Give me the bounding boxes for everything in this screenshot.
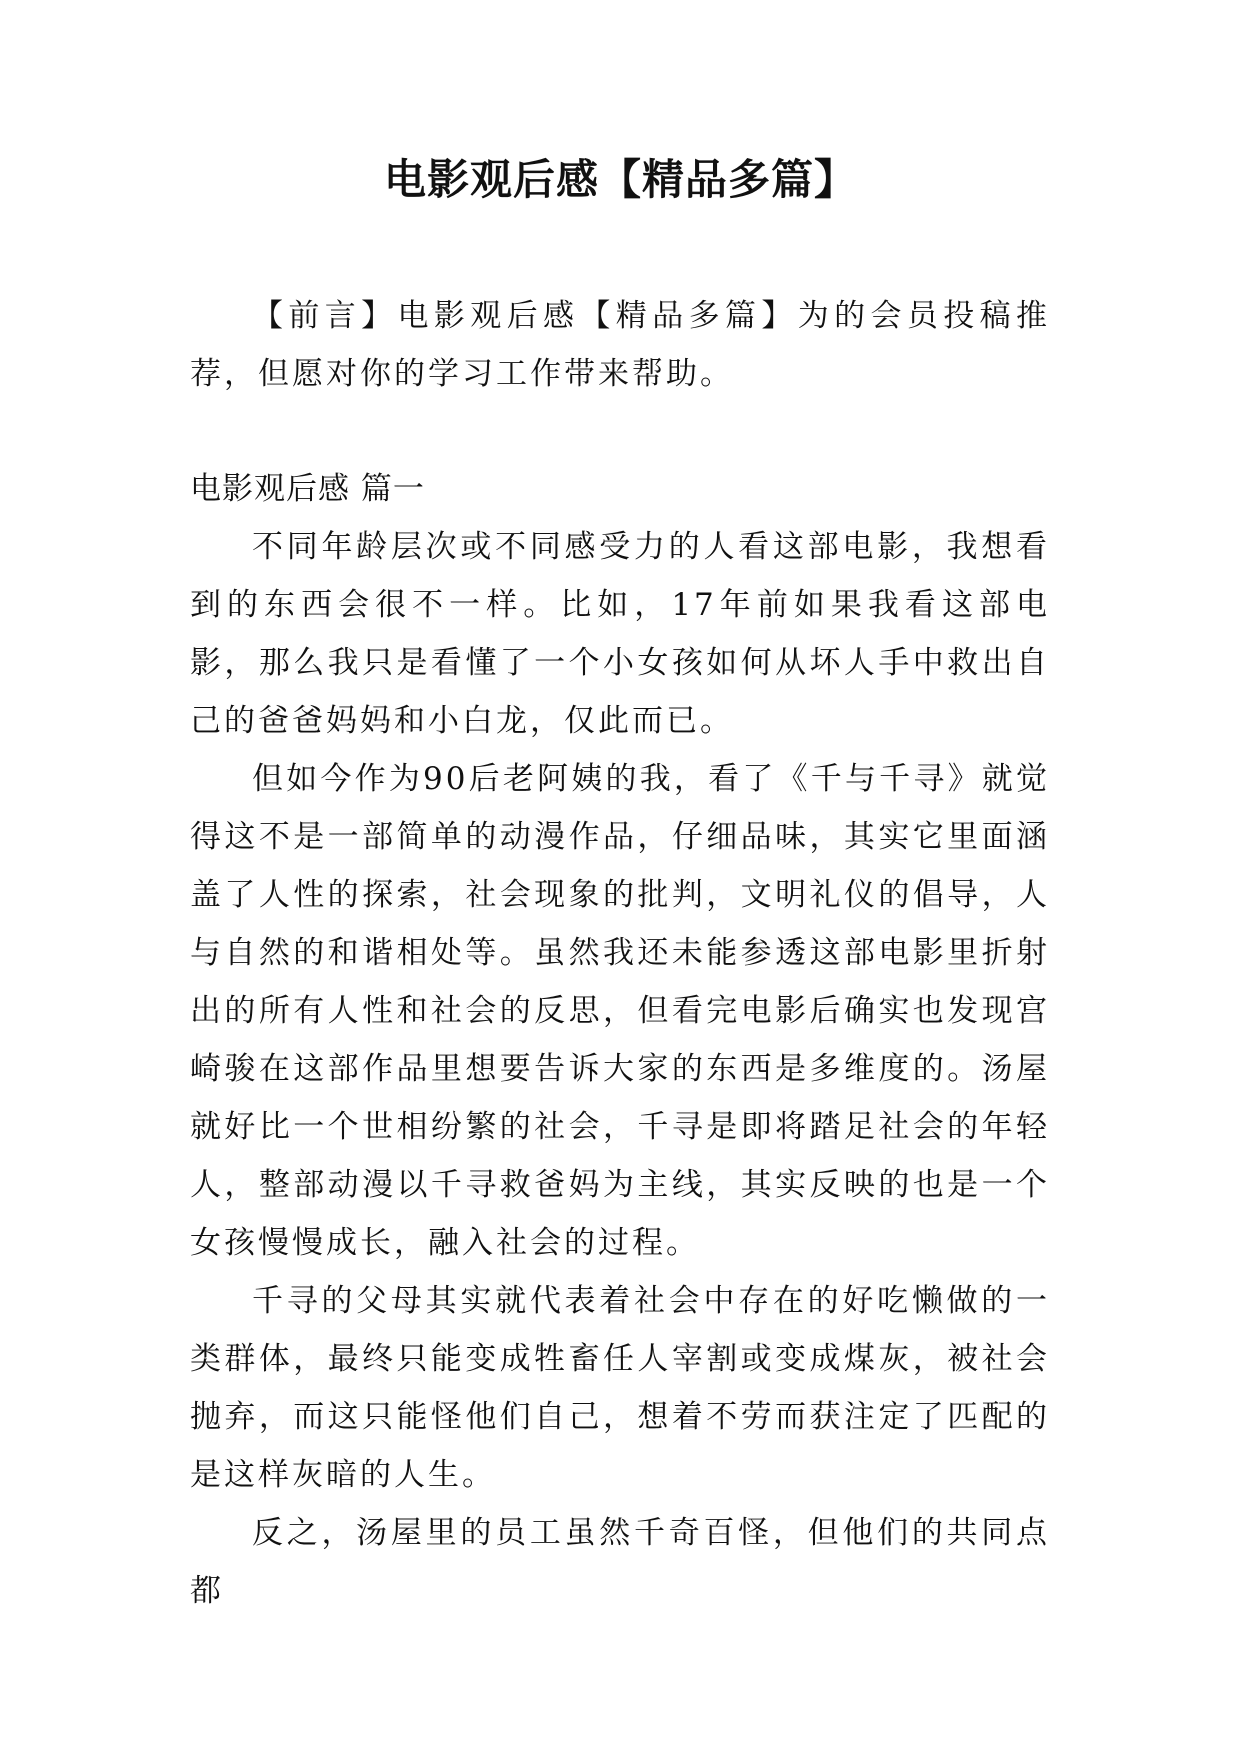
body-paragraph: 千寻的父母其实就代表着社会中存在的好吃懒做的一类群体，最终只能变成牲畜任人宰割或变成煤灰，被社会抛弃，而这只能怪他们自己，想着不劳而获注定了匹配的是这样灰暗的人生。: [190, 1283, 1050, 1493]
section-heading: 电影观后感 篇一: [190, 471, 425, 507]
preface-block: [190, 287, 1050, 403]
section-one: [190, 460, 1050, 1620]
document-title: 电影观后感【精品多篇】: [383, 155, 857, 204]
body-paragraph: 但如今作为90后老阿姨的我，看了《千与千寻》就觉得这不是一部简单的动漫作品，仔细品味，其实它里面涵盖了人性的探索，社会现象的批判，文明礼仪的倡导，人与自然的和谐相处等。虽然我还未能参透这部电影里折射出的所有人性和社会的反思，但看完电影后确实也发现宫崎骏在这部作品里想要告诉大家的东西是多维度的。汤屋就好比一个世相纷繁的社会，千寻是即将踏足社会的年轻人，整部动漫以千寻救爸妈为主线，其实反映的也是一个女孩慢慢成长，融入社会的过程。: [190, 761, 1050, 1261]
body-paragraph: 不同年龄层次或不同感受力的人看这部电影，我想看到的东西会很不一样。比如，17年前如果我看这部电影，那么我只是看懂了一个小女孩如何从坏人手中救出自己的爸爸妈妈和小白龙，仅此而已。: [190, 529, 1050, 739]
preface-paragraph: 【前言】电影观后感【精品多篇】为的会员投稿推荐，但愿对你的学习工作带来帮助。: [190, 298, 1050, 392]
body-paragraph: 反之，汤屋里的员工虽然千奇百怪，但他们的共同点都: [190, 1515, 1050, 1609]
